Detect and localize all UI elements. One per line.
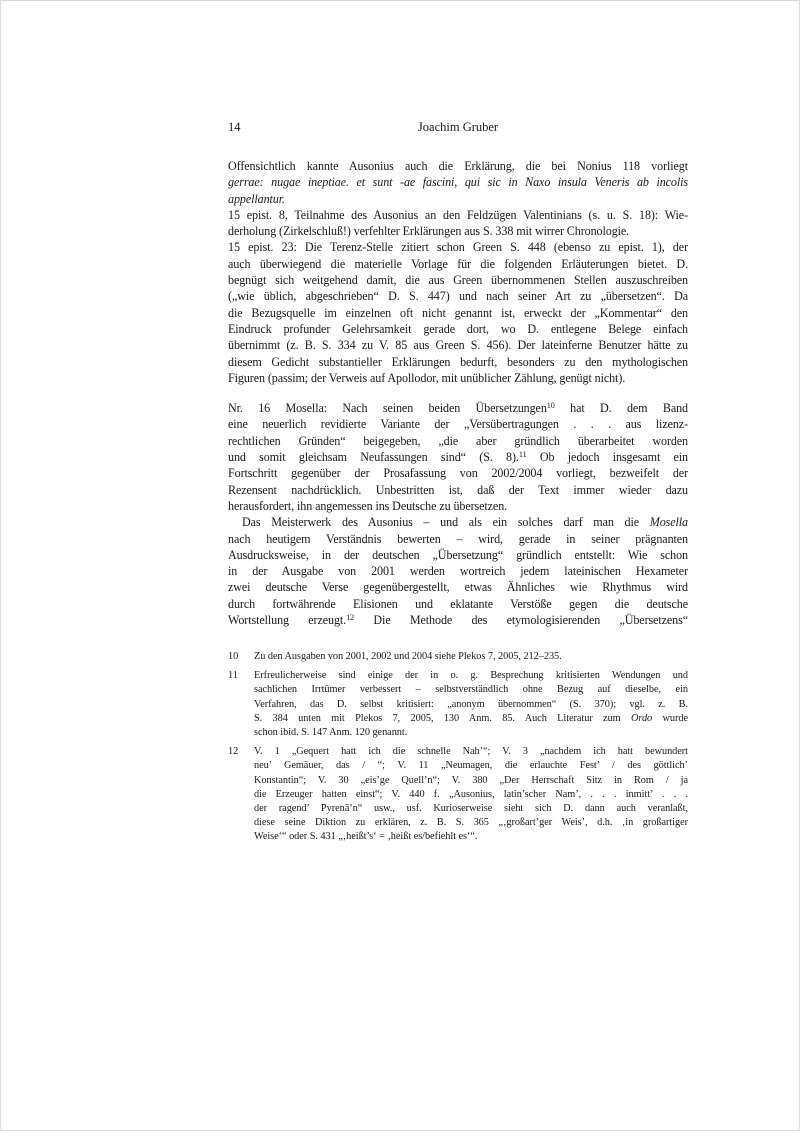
- text-line: Figuren (passim; der Verweis auf Apollodor, mit unüblicher Zählung, genügt nicht).: [228, 370, 626, 385]
- text-line: begnügt sich weitgehend damit, die aus Green übernommenen Stellen auszuschreiben: [228, 273, 688, 288]
- footnote-number: 12: [228, 746, 239, 758]
- text-line: S. 384 unten mit Plekos 7, 2005, 130 Anm. 85. Auch Literatur zum Ordo wurde: [254, 712, 688, 724]
- text-line: auch überwiegend die materielle Vorlage für die folgenden Erläuterungen bietet. D.: [228, 256, 688, 271]
- text-line: diese seine Diktion zu erklären, z. B. S. 365 „‚großart’ger Weis’, d.h. ‚in großartiger: [254, 817, 688, 829]
- text-line: Fortschritt gegenüber der Prosafassung von 2002/2004 vorliegt, bezweifelt der: [228, 466, 688, 481]
- running-title: Joachim Gruber: [417, 120, 499, 134]
- text-line: sachlichen Irrtümer verbessert – selbstverständlich ohne Bezug auf dieselbe, ein: [254, 684, 688, 696]
- text-line: in der Ausgabe von 2001 werden wortreich jedem lateinischen Hexameter: [228, 564, 688, 579]
- text-line: Weise‘“ oder S. 431 „‚heißt’s‘ = ‚heißt es/befiehlt es‘“.: [254, 831, 478, 843]
- text-line: 15 epist. 23: Die Terenz-Stelle zitiert schon Green S. 448 (ebenso zu epist. 1), der: [228, 240, 688, 255]
- text-line: die Bezugsquelle im einzelnen oft nicht genannt ist, erweckt der „Kommentar“ den: [228, 305, 688, 320]
- text-line: die Erzeuger hatten einst“; V. 440 f. „Ausonius, latin’scher Nam’, . . . inmitt’ . . .: [254, 788, 688, 800]
- text-line: eine neuerlich revidierte Variante der „Versübertragungen . . . aus lizenz-: [228, 417, 688, 432]
- text-line: schon ibid. S. 147 Anm. 120 genannt.: [254, 727, 408, 739]
- body-text: [228, 158, 688, 628]
- page-header: [228, 120, 688, 135]
- text-line: derholung (Zirkelschluß!) verfehlter Erklärungen aus S. 338 mit wirrer Chronologie.: [228, 224, 630, 239]
- footnote-number: 10: [228, 651, 239, 662]
- text-span: Ordo: [630, 712, 653, 724]
- text-line: Eindruck profunder Gelehrsamkeit gerade dort, wo D. entlegene Belege einfach: [228, 321, 688, 336]
- text-line: Nr. 16 Mosella: Nach seinen beiden Übersetzungen$^{10}$ hat D. dem Band: [228, 401, 688, 416]
- footnote: [228, 669, 688, 740]
- footnote-marker-12: 12: [346, 613, 355, 623]
- page-number: 14: [228, 120, 241, 134]
- footnote-marker-11: 11: [518, 450, 527, 460]
- paragraph: [228, 514, 688, 628]
- text-line: herausfordert, ihn angemessen ins Deutsche zu übersetzen.: [228, 498, 508, 513]
- text-line: nach heutigem Verständnis bewerten – wird, gerade in seiner prägnanten: [228, 531, 688, 546]
- text-line: [228, 174, 688, 190]
- footnote-number: 11: [228, 670, 238, 682]
- text-line: 15 epist. 8, Teilnahme des Ausonius an den Feldzügen Valentinians (s. u. S. 18): Wie-: [228, 207, 688, 222]
- paragraph: [228, 400, 688, 514]
- footnote: [228, 745, 688, 844]
- text-line: Rezensent nachdrücklich. Unbestritten ist, daß der Text immer wieder dazu: [228, 482, 688, 497]
- paragraph: [228, 158, 688, 386]
- text-line: Verfahren, das D. selbst kritisiert: „anonym übernommen“ (S. 370); vgl. z. B.: [254, 698, 688, 710]
- text-line: zwei deutsche Verse gegenübergestellt, etwas Ähnliches wie Rhythmus wird: [228, 580, 688, 595]
- text-line: und somit gleichsam Neufassungen sind“ (S. 8).$^{11}$ Ob jedoch insgesamt ein: [228, 450, 688, 465]
- text-line: durch fortwährende Elisionen und eklatante Verstöße gegen die deutsche: [228, 596, 688, 611]
- text-line: übernimmt (z. B. S. 334 zu V. 85 aus Green S. 456). Der lateinferne Benutzer hätte zu: [228, 338, 688, 353]
- text-line: der ragend’ Pyrenä’n“ usw., usf. Kurioserweise sieht sich D. dann auch veranlaßt,: [254, 803, 688, 815]
- text-span: appellantur.: [228, 191, 285, 206]
- text-line: Das Meisterwerk des Ausonius – und als ein solches darf man die Mosella: [242, 515, 688, 530]
- text-line: [228, 191, 688, 207]
- text-line: diesem Gedicht substantieller Erklärungen bedurft, besonders zu den mythologischen: [228, 354, 688, 369]
- text-line: Konstantin“; V. 30 „eis’ge Quell’n“; V. 380 „Der Herrschaft Sitz in Rom / ja: [254, 774, 688, 786]
- text-line: („wie üblich, abgeschrieben“ D. S. 447) und nach seiner Art zu „übersetzen“. Da: [228, 289, 688, 304]
- text-line: Offensichtlich kannte Ausonius auch die Erklärung, die bei Nonius 118 vorliegt: [228, 159, 688, 173]
- text-line: Erfreulicherweise sind einige der in o. g. Besprechung kritisierten Wendungen und: [254, 670, 688, 682]
- footnote-text: [254, 650, 688, 664]
- text-line: neu’ Gemäuer, das / “; V. 11 „Neumagen, die erlauchte Fest’ / des göttlich’: [254, 760, 688, 772]
- footnote-marker-10: 10: [546, 401, 555, 411]
- footnote-text: [254, 745, 688, 844]
- footnotes: [228, 650, 688, 845]
- text-line: Zu den Ausgaben von 2001, 2002 und 2004 siehe Plekos 7, 2005, 212–235.: [254, 651, 562, 662]
- text-line: Wortstellung erzeugt.$^{12}$ Die Methode des etymologisierenden „Übersetzens“: [228, 613, 688, 628]
- footnote-text: [254, 669, 688, 740]
- text-line: rechtlichen Gründen“ beigegeben, „die aber gründlich überarbeitet worden: [228, 433, 688, 448]
- text-line: V. 1 „Gequert hatt ich die schnelle Nah’“; V. 3 „nachdem ich hatt bewundert: [254, 746, 688, 758]
- text-span: gerrae: nugae ineptiae. et sunt -ae fascini, qui sic in Naxo insula Veneris ab incolis: [228, 175, 688, 190]
- text-line: Ausdrucksweise, in der deutschen „Übersetzung“ gründlich entstellt: Wie schon: [228, 547, 688, 562]
- text-span: Mosella: [649, 515, 688, 530]
- footnote: [228, 650, 688, 664]
